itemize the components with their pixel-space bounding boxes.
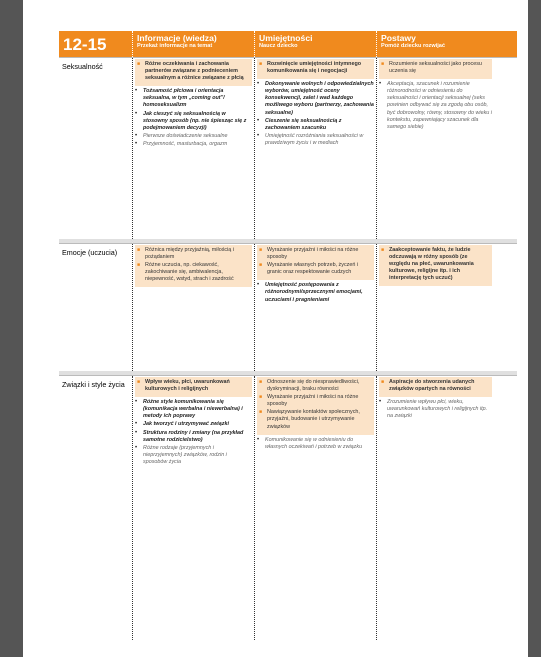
bullet-icon (135, 430, 143, 444)
list-item (135, 445, 252, 466)
table-cell (376, 376, 494, 640)
item-text: Przyjemność, masturbacja, orgazm (143, 140, 228, 147)
list-item (137, 247, 250, 261)
bullet-list (135, 399, 252, 466)
bullet-icon (135, 445, 143, 466)
item-text: Jak cieszyć się seksualnością w stosowny sposób (np. nie śpiesząc się z podejmowaniem decyzji) (143, 110, 247, 131)
row-label: Związki i style życia (62, 380, 125, 389)
item-text: Aspiracje do stworzenia udanych związków opartych na równości (389, 379, 475, 393)
column-subtitle: Naucz dziecko (259, 43, 298, 49)
bullet-icon (135, 111, 143, 132)
list-item (259, 394, 372, 408)
item-text: Różne style komunikowania się (komunikacja werbalna i niewerbalna) i metody ich poprawy (143, 399, 243, 420)
list-item (135, 141, 252, 148)
item-text: Umiejętność rozróżniania seksualności w prawdziwym życiu i w mediach (265, 132, 364, 146)
bullet-icon (257, 81, 265, 116)
bullet-list (257, 437, 374, 451)
list-item (259, 61, 372, 75)
list-item (135, 421, 252, 428)
list-item (379, 81, 492, 131)
list-item (257, 81, 374, 116)
square-bullet-icon (381, 61, 389, 75)
square-bullet-icon (137, 247, 145, 261)
table-cell (376, 244, 494, 371)
curriculum-table (59, 31, 517, 640)
bullet-list (257, 81, 374, 147)
item-text: Pierwsze doświadczenie seksualne (143, 132, 228, 139)
highlighted-block (379, 245, 492, 286)
highlighted-block (379, 377, 492, 397)
list-item (381, 61, 490, 75)
column-subtitle: Przekaż informacje na temat (137, 43, 213, 49)
item-text: Rozwinięcie umiejętności intymnego komunikowania się i negocjacji (267, 61, 362, 75)
highlighted-block (135, 245, 252, 287)
table-cell (132, 376, 254, 640)
bullet-icon (135, 88, 143, 109)
bullet-icon (257, 437, 265, 451)
item-text: Różne rodzaje (przyjemnych i nieprzyjemnych) związków, rodzin i sposobów życia (143, 444, 227, 465)
list-item (135, 111, 252, 132)
item-text: Odnoszenie się do niesprawiedliwości, dyskryminacji, braku równości (267, 379, 360, 393)
highlighted-block (257, 245, 374, 280)
column-header-skills (254, 31, 376, 57)
column-header-knowledge (132, 31, 254, 57)
square-bullet-icon (259, 379, 267, 393)
item-text: Komunikowanie się w odniesieniu do własnych oczekiwań i potrzeb w związku (265, 436, 363, 450)
age-range: 12-15 (63, 35, 107, 54)
item-text: Wyrażanie przyjaźni i miłości na różne sposoby (267, 394, 359, 408)
list-item (137, 262, 250, 283)
square-bullet-icon (259, 409, 267, 430)
document-page (23, 0, 528, 657)
highlighted-block (257, 377, 374, 435)
highlighted-block (257, 59, 374, 79)
bullet-icon (257, 282, 265, 303)
table-header (59, 31, 517, 57)
list-item (259, 247, 372, 261)
bullet-icon (379, 81, 387, 131)
bullet-list (257, 282, 374, 303)
bullet-list (135, 88, 252, 148)
list-item (135, 133, 252, 140)
column-title: Informacje (wiedza) (137, 33, 217, 43)
bullet-icon (135, 133, 143, 140)
item-text: Nawiązywanie kontaktów społecznych, przyjaźni, budowanie i utrzymywanie związków (267, 409, 360, 430)
bullet-icon (257, 133, 265, 147)
square-bullet-icon (259, 61, 267, 75)
item-text: Wyrażanie przyjaźni i miłości na różne sposoby (267, 247, 359, 261)
bullet-icon (135, 141, 143, 148)
bullet-icon (135, 421, 143, 428)
item-text: Zaakceptowanie faktu, że ludzie odczuwają w różny sposób (ze względu na płeć, uwarunkowania kulturowe, religijne itp. i ich interpretację tych uczuć) (389, 247, 474, 282)
highlighted-block (135, 59, 252, 86)
square-bullet-icon (137, 262, 145, 283)
column-subtitle: Pomóż dziecku rozwijać (381, 43, 446, 49)
item-text: Rozumienie seksualności jako procesu uczenia się (389, 61, 482, 75)
item-text: Tożsamość płciowa i orientacja seksualna, w tym „coming out"/ homoseksualizm (143, 88, 225, 109)
item-text: Różne uczucia, np. ciekawość, zakochiwanie się, ambiwalencja, niepewność, wstyd, strach i zazdrość (145, 262, 234, 283)
item-text: Struktura rodziny i zmiany (na przykład samotne rodzicielstwo) (143, 429, 244, 443)
table-section (59, 243, 517, 371)
table-cell (254, 244, 376, 371)
list-item (257, 133, 374, 147)
bullet-icon (379, 399, 387, 420)
bullet-icon (135, 399, 143, 420)
list-item (257, 437, 374, 451)
item-text: Jak tworzyć i utrzymywać związki (143, 421, 229, 428)
item-text: Akceptacja, szacunek i rozumienie różnorodności w odniesieniu do seksualności i orientacji seksualnej (seks powinien odbywać się za zgodą obu osób, być dobrowolny, równy, stosowny do wieku i kontekstu, zapewniający szacunek dla samego siebie) (387, 81, 492, 130)
highlighted-block (135, 377, 252, 397)
square-bullet-icon (137, 379, 145, 393)
item-text: Dokonywanie wolnych i odpowiedzialnych wyborów, umiejętność oceny konsekwencji, zalet i wad każdego możliwego wyboru (partnerzy, zachowania seksualne) (265, 81, 374, 116)
item-text: Wpływ wieku, płci, uwarunkowań kulturowych i religijnych (145, 379, 230, 393)
row-label: Seksualność (62, 62, 103, 71)
list-item (259, 379, 372, 393)
list-item (259, 409, 372, 430)
table-section (59, 57, 517, 239)
item-text: Różnica między przyjaźnią, miłością i pożądaniem (145, 247, 234, 261)
list-item (257, 118, 374, 132)
item-text: Zrozumienie wpływu płci, wieku, uwarunkowań kulturowych i religijnych itp. na związki (387, 399, 488, 420)
list-item (381, 379, 490, 393)
bullet-list (379, 399, 492, 420)
table-cell (254, 376, 376, 640)
item-text: Różne oczekiwania i zachowania partnerów związane z podnieceniem seksualnym a różnice związane z płcią (145, 61, 244, 82)
list-item (135, 88, 252, 109)
item-text: Wyrażanie własnych potrzeb, życzeń i granic oraz respektowanie cudzych (267, 262, 359, 276)
square-bullet-icon (381, 247, 389, 282)
list-item (135, 430, 252, 444)
square-bullet-icon (259, 247, 267, 261)
table-cell (132, 58, 254, 239)
item-text: Umiejętność postępowania z różnorodnymi/sprzecznymi emocjami, uczuciami i pragnieniami (265, 282, 363, 303)
column-title: Postawy (381, 33, 416, 43)
table-section (59, 375, 517, 640)
row-label: Emocje (uczucia) (62, 248, 118, 257)
list-item (137, 379, 250, 393)
table-cell (254, 58, 376, 239)
list-item (135, 399, 252, 420)
item-text: Cieszenie się seksualnością z zachowaniem szacunku (265, 117, 342, 131)
highlighted-block (379, 59, 492, 79)
square-bullet-icon (381, 379, 389, 393)
list-item (257, 282, 374, 303)
column-header-attitudes (376, 31, 494, 57)
bullet-icon (257, 118, 265, 132)
bullet-list (379, 81, 492, 131)
list-item (379, 399, 492, 420)
square-bullet-icon (259, 262, 267, 276)
square-bullet-icon (259, 394, 267, 408)
list-item (137, 61, 250, 82)
list-item (259, 262, 372, 276)
square-bullet-icon (137, 61, 145, 82)
column-title: Umiejętności (259, 33, 313, 43)
table-cell (376, 58, 494, 239)
list-item (381, 247, 490, 282)
table-cell (132, 244, 254, 371)
